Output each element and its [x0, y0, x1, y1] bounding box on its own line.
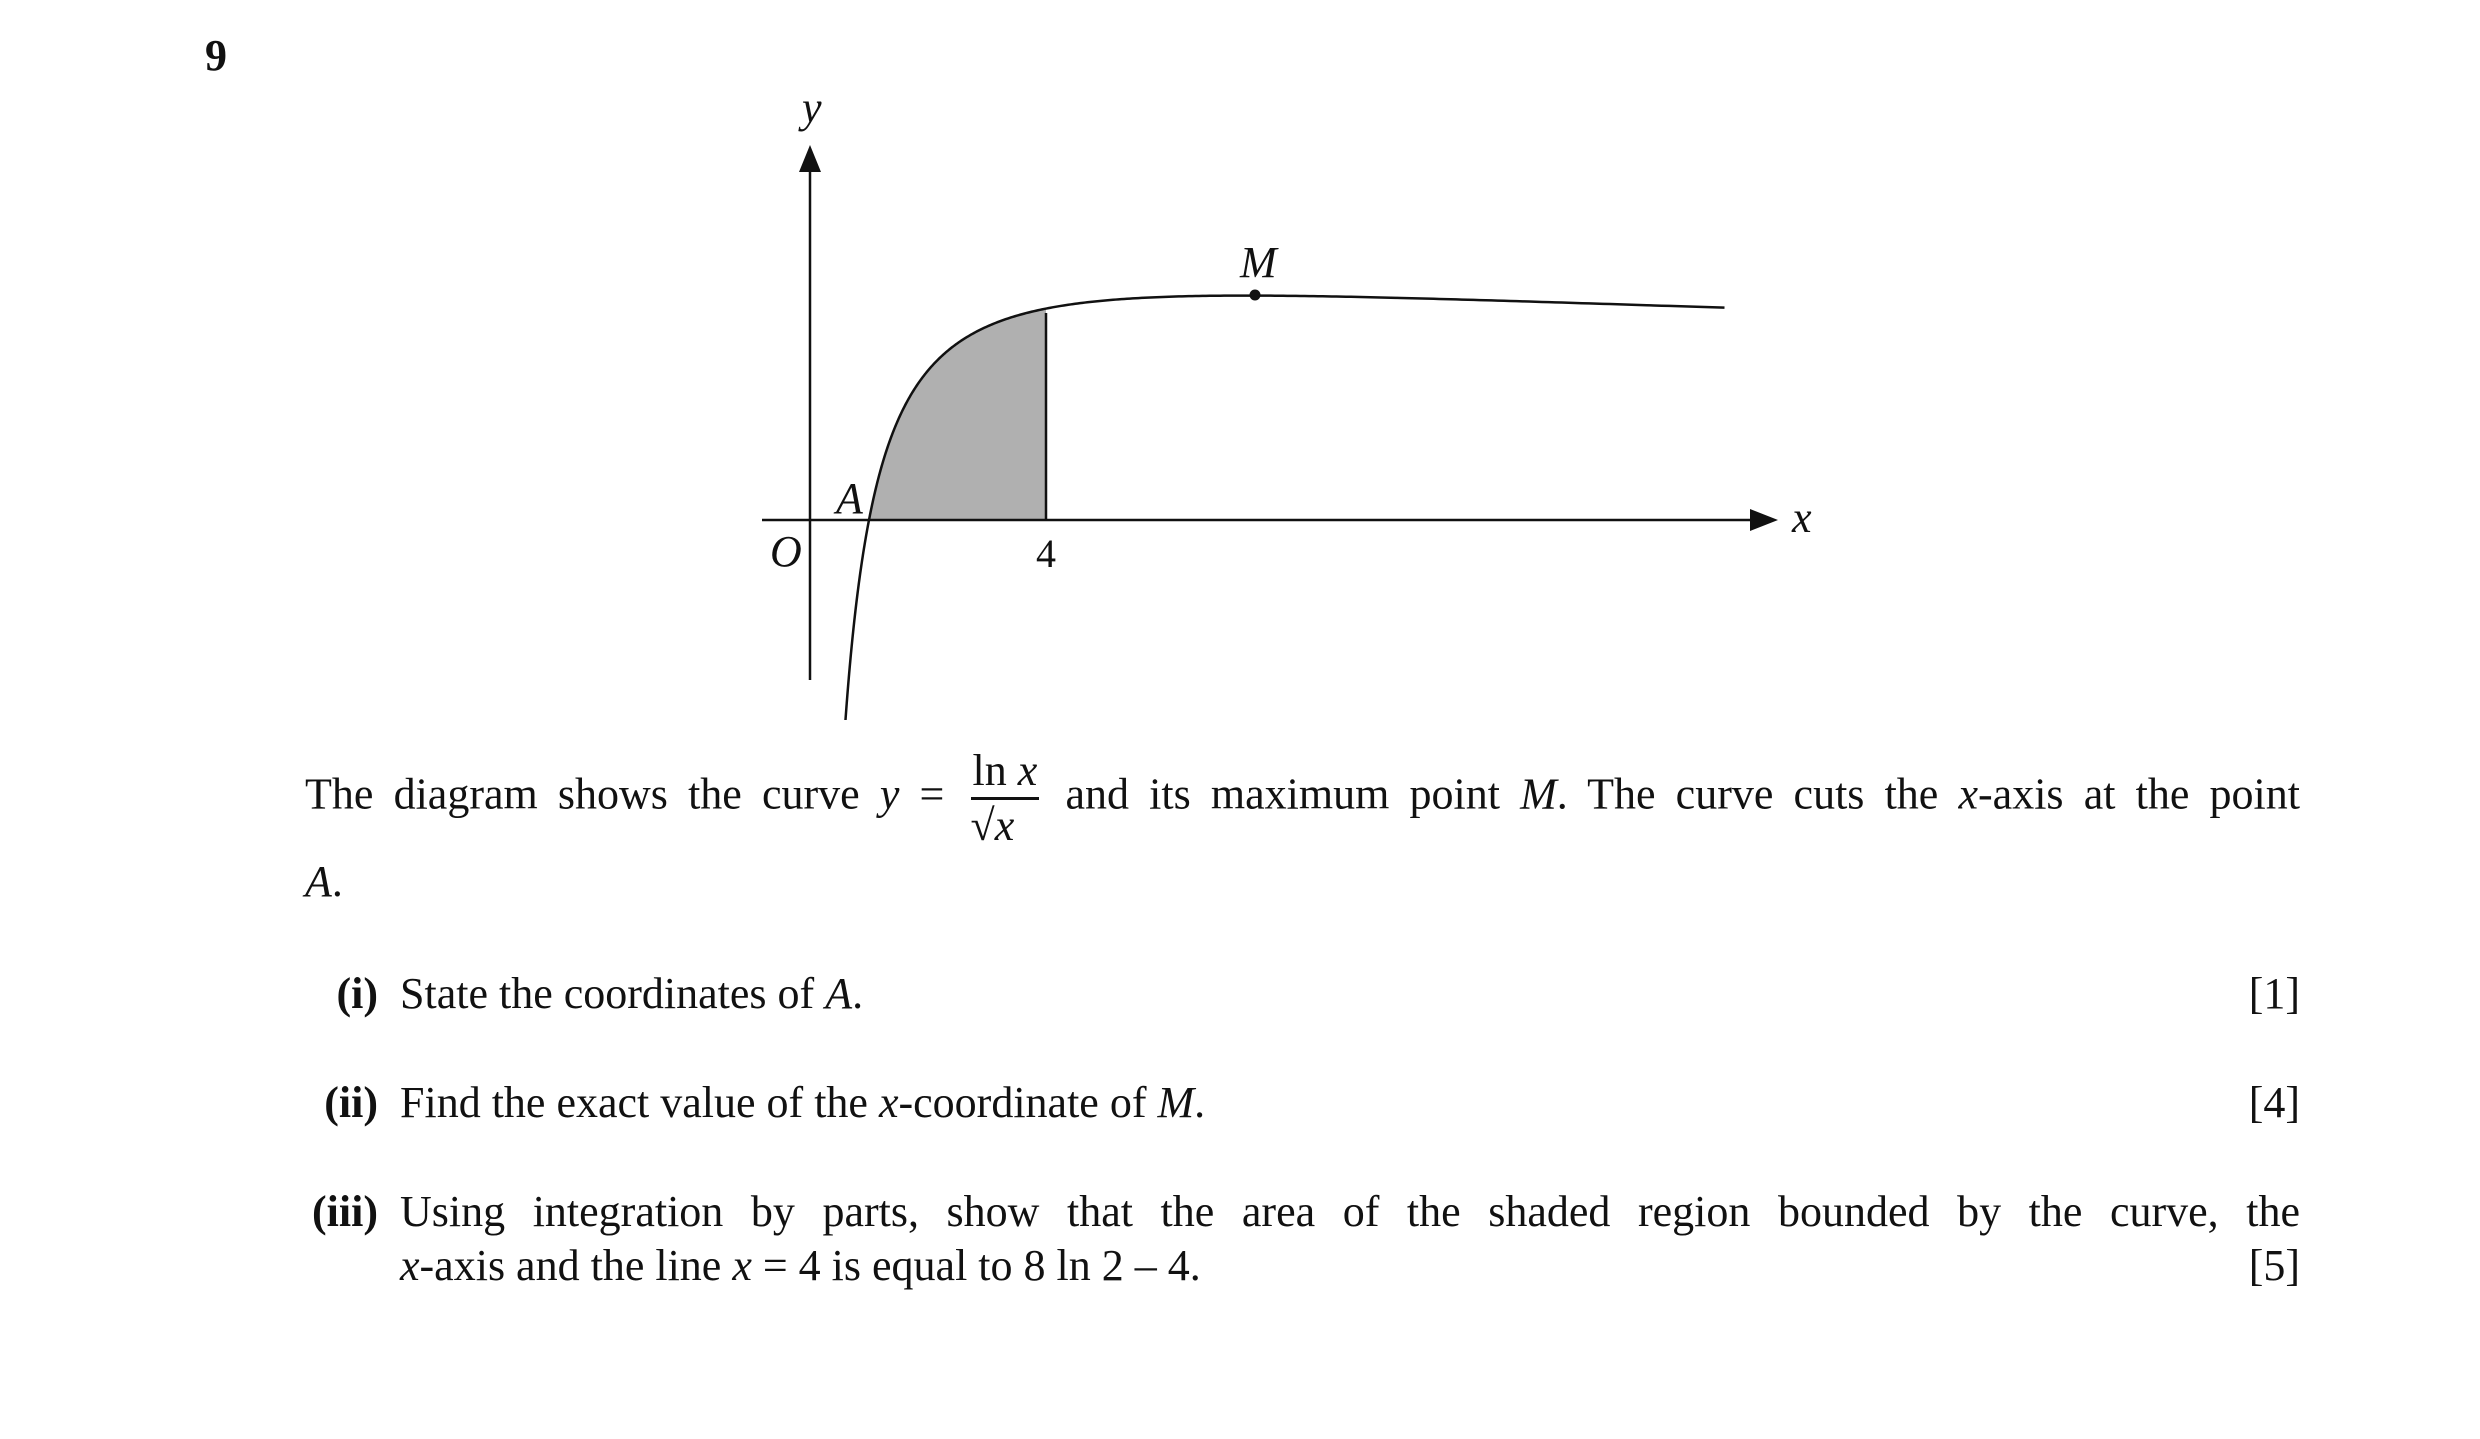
- part-i-text-after: .: [852, 969, 864, 1018]
- curve-equation-fraction: [971, 745, 1040, 852]
- part-ii-text-mid: -coordinate of: [898, 1078, 1158, 1127]
- part-i-label: (i): [336, 969, 378, 1018]
- part-iii-x-symbol-2: x: [732, 1241, 752, 1290]
- part-ii-x-symbol: x: [878, 1078, 899, 1127]
- y-axis-label: y: [802, 83, 822, 132]
- part-iii-text: [400, 1185, 2300, 1293]
- origin-label: O: [770, 527, 802, 576]
- x-tick-label-4: 4: [1036, 531, 1056, 576]
- fraction-denominator: [971, 800, 1040, 852]
- part-i-text-before: State the coordinates of: [400, 969, 826, 1018]
- part-iii-label: (iii): [312, 1187, 378, 1236]
- part-i-text: [400, 967, 2300, 1021]
- part-i: [300, 967, 2300, 1027]
- question-intro: [305, 745, 2300, 912]
- part-ii-text-before: Find the exact value of the: [400, 1078, 879, 1127]
- intro-equals: =: [899, 769, 965, 819]
- x-axis-arrowhead: [1750, 509, 1778, 531]
- y-axis-arrowhead: [799, 145, 821, 172]
- fraction-numerator: [971, 745, 1040, 800]
- part-iii-line-2: [400, 1239, 2300, 1293]
- part-iii-line-2-end: = 4 is equal to 8 ln 2 – 4.: [751, 1241, 1201, 1290]
- question-number: 9: [205, 31, 227, 80]
- part-iii-x-symbol: x: [400, 1241, 420, 1290]
- intro-x-symbol: x: [1958, 769, 1979, 819]
- part-iii: [300, 1185, 2300, 1305]
- root-sign: √: [970, 801, 995, 850]
- part-ii: [300, 1076, 2300, 1136]
- part-ii-label: (ii): [324, 1078, 378, 1127]
- part-ii-text: [400, 1076, 2300, 1130]
- part-ii-m-symbol: M: [1157, 1078, 1195, 1127]
- part-i-marks: [1]: [2248, 969, 2300, 1018]
- intro-a-symbol: A: [305, 857, 332, 906]
- part-ii-text-after: .: [1194, 1078, 1206, 1127]
- denominator-x: x: [994, 801, 1015, 850]
- intro-line-2: [305, 852, 2300, 912]
- intro-y-symbol: y: [879, 769, 900, 819]
- part-iii-line-1: Using integration by parts, show that the area of the shaded region bounded by the curve, the: [400, 1187, 2300, 1236]
- point-m-label: M: [1240, 238, 1277, 287]
- intro-text-max: and its maximum point: [1045, 769, 1521, 819]
- intro-m-symbol: M: [1520, 769, 1557, 819]
- intro-line-1: [305, 745, 2300, 852]
- intro-text-start: The diagram shows the curve: [305, 769, 880, 819]
- shaded-region: [869, 309, 1046, 520]
- numerator-x: x: [1017, 746, 1038, 795]
- intro-text-axis: -axis at the point: [1978, 769, 2300, 819]
- x-axis-label: x: [1792, 493, 1812, 542]
- numerator-ln: ln: [972, 746, 1007, 795]
- part-iii-line-2-mid: -axis and the line: [419, 1241, 733, 1290]
- part-iii-marks: [5]: [2248, 1241, 2300, 1290]
- point-m-dot: [1250, 290, 1261, 301]
- point-a-label: A: [836, 474, 863, 523]
- intro-text-cuts: . The curve cuts the: [1556, 769, 1959, 819]
- part-ii-marks: [4]: [2248, 1078, 2300, 1127]
- intro-period: .: [331, 857, 343, 906]
- part-i-a-symbol: A: [825, 969, 853, 1018]
